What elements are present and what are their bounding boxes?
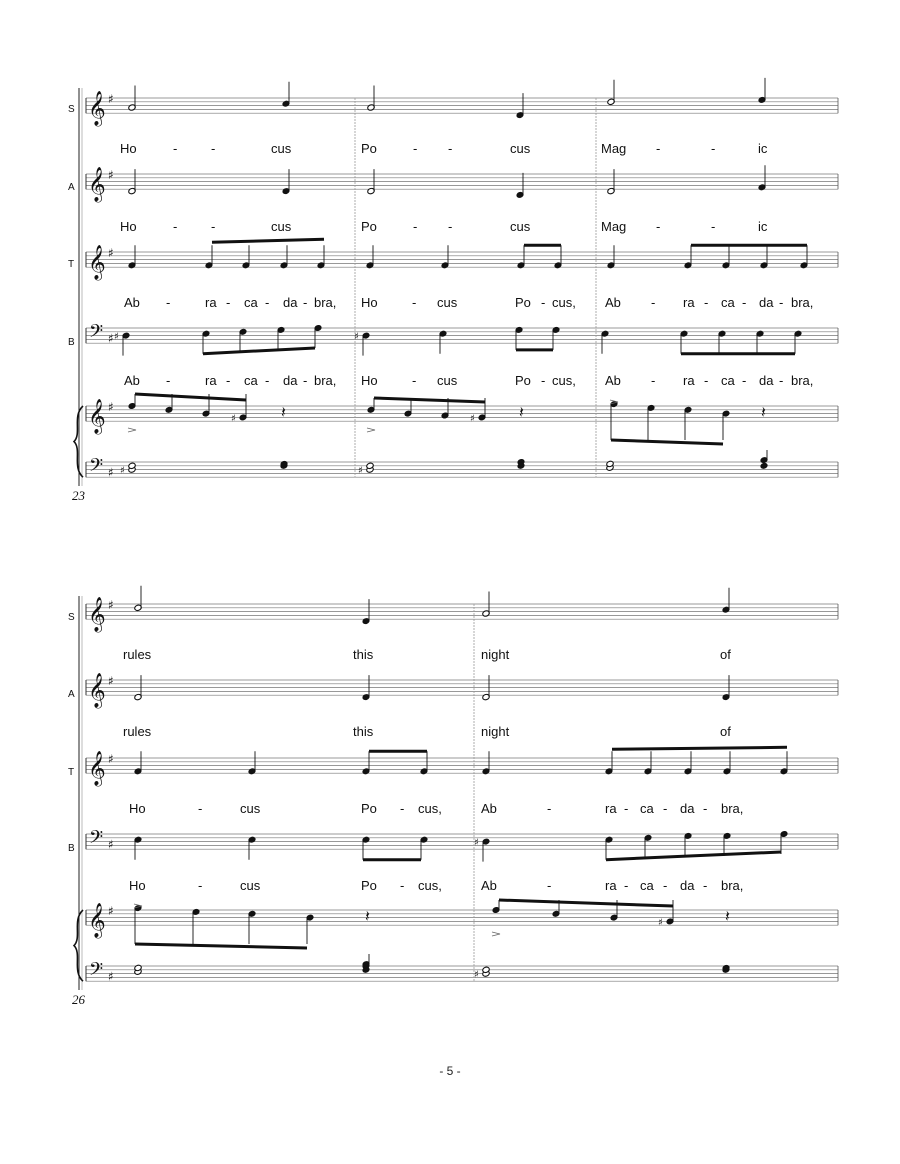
lyric-hyphen: - [303,373,308,388]
lyric-syllable: Ab [605,295,621,310]
staff [86,597,838,633]
lyric-syllable: night [481,647,510,662]
lyric-hyphen: - [166,373,171,388]
system-2 [68,596,86,1007]
lyric-hyphen: - [624,801,629,816]
accent-icon [367,428,375,432]
system-1 [68,88,86,503]
lyric-hyphen: - [173,219,178,234]
key-signature-sharp-icon: ♯ [108,331,114,346]
lyric-syllable: ic [758,141,768,156]
lyric-hyphen: - [448,141,453,156]
treble-clef-icon: 𝄞 [88,673,106,709]
note-beam [606,852,781,860]
accent-icon [128,428,136,432]
lyric-hyphen: - [656,219,661,234]
lyric-syllable: Mag [601,141,627,156]
lyric-syllable: Ho [120,219,137,234]
lyric-syllable: cus, [418,801,442,816]
lyric-hyphen: - [166,295,171,310]
lyric-syllable: Ab [124,373,140,388]
lyric-syllable: cus [510,219,531,234]
lyric-hyphen: - [413,141,418,156]
lyrics-layer [120,141,813,893]
lyric-syllable: cus [240,878,261,893]
lyric-syllable: ca [721,295,735,310]
lyric-syllable: Ho [361,295,378,310]
lyric-syllable: cus [271,141,292,156]
lyric-syllable: da [759,295,774,310]
lyric-hyphen: - [651,295,656,310]
lyric-syllable: cus [240,801,261,816]
lyric-syllable: bra, [314,373,337,388]
lyric-syllable: da [283,295,298,310]
lyric-syllable: Po [515,373,531,388]
lyric-hyphen: - [703,801,708,816]
bass-clef-icon: 𝄢 [89,455,104,481]
lyric-syllable: ra [683,373,695,388]
sharp-icon: ♯ [658,917,663,929]
lyric-syllable: da [759,373,774,388]
part-label-bass: B [68,337,75,348]
key-signature-sharp-icon: ♯ [108,465,114,480]
lyric-hyphen: - [413,219,418,234]
key-signature-sharp-icon: ♯ [108,168,114,182]
lyric-hyphen: - [656,141,661,156]
lyric-syllable: cus, [552,295,576,310]
lyric-syllable: Po [515,295,531,310]
lyric-syllable: Po [361,878,377,893]
quarter-rest-icon: 𝄽 [365,906,370,926]
lyric-syllable: ca [640,801,654,816]
lyric-syllable: of [720,647,731,662]
lyric-syllable: rules [123,724,152,739]
lyric-syllable: Ho [361,373,378,388]
lyric-syllable: ra [205,373,217,388]
lyric-hyphen: - [779,373,784,388]
lyric-hyphen: - [412,373,417,388]
treble-clef-icon: 𝄞 [88,751,106,787]
system-2-brace-lines [79,596,82,990]
key-signature-sharp-icon: ♯ [108,752,114,766]
lyric-syllable: cus [510,141,531,156]
lyric-hyphen: - [547,801,552,816]
bass-clef-icon: 𝄢 [89,959,104,985]
lyric-hyphen: - [704,295,709,310]
lyric-hyphen: - [265,295,270,310]
lyric-hyphen: - [226,373,231,388]
treble-clef-icon: 𝄞 [88,91,106,127]
lyric-syllable: Ab [605,373,621,388]
lyric-hyphen: - [703,878,708,893]
sharp-icon: ♯ [354,331,359,343]
lyric-hyphen: - [400,801,405,816]
sharp-icon: ♯ [474,837,479,849]
lyric-hyphen: - [704,373,709,388]
lyric-hyphen: - [663,878,668,893]
lyric-syllable: Po [361,801,377,816]
lyric-hyphen: - [742,373,747,388]
system-1-brace-lines [79,88,82,486]
key-signature-sharp-icon: ♯ [108,904,114,918]
bass-clef-icon: 𝄢 [89,321,104,347]
treble-clef-icon: 𝄞 [88,245,106,281]
lyric-syllable: bra, [791,373,814,388]
treble-clef-icon: 𝄞 [88,903,106,939]
lyric-hyphen: - [211,219,216,234]
lyric-syllable: Ab [124,295,140,310]
lyric-syllable: Ho [129,878,146,893]
key-signature-sharp-icon: ♯ [108,837,114,852]
lyric-syllable: ra [605,801,617,816]
lyric-syllable: ra [205,295,217,310]
staff [86,167,838,203]
lyric-syllable: cus [437,295,458,310]
key-signature-sharp-icon: ♯ [108,969,114,984]
part-label-tenor: T [68,767,75,778]
lyric-syllable: Ab [481,878,497,893]
note-beam [135,944,307,948]
lyric-syllable: ca [244,295,258,310]
lyric-syllable: ic [758,219,768,234]
sharp-icon: ♯ [120,465,125,477]
quarter-rest-icon: 𝄽 [519,402,524,422]
lyric-syllable: this [353,647,374,662]
part-label-alto: A [68,689,75,700]
key-signature-sharp-icon: ♯ [108,92,114,106]
page-number: - 5 - [439,1064,461,1078]
sharp-icon: ♯ [470,413,475,425]
note-beam [499,900,673,906]
quarter-note [760,462,768,469]
lyric-hyphen: - [198,801,203,816]
lyric-syllable: Ab [481,801,497,816]
lyric-syllable: ca [721,373,735,388]
key-signature-sharp-icon: ♯ [108,400,114,414]
lyric-syllable: bra, [791,295,814,310]
part-label-bass: B [68,843,75,854]
lyric-hyphen: - [742,295,747,310]
treble-clef-icon: 𝄞 [88,597,106,633]
lyric-hyphen: - [779,295,784,310]
lyric-syllable: cus, [552,373,576,388]
lyric-syllable: this [353,724,374,739]
sharp-icon: ♯ [474,969,479,981]
lyric-syllable: Ho [129,801,146,816]
measure-number: 23 [72,488,85,503]
lyric-syllable: cus [437,373,458,388]
lyric-syllable: Po [361,219,377,234]
lyric-hyphen: - [448,219,453,234]
lyric-hyphen: - [265,373,270,388]
quarter-rest-icon: 𝄽 [761,402,766,422]
part-label-soprano: S [68,104,75,115]
lyric-hyphen: - [400,878,405,893]
lyric-syllable: da [680,878,695,893]
staff [86,673,838,709]
lyric-syllable: Ho [120,141,137,156]
lyric-syllable: ca [640,878,654,893]
part-label-tenor: T [68,259,75,270]
key-signature-sharp-icon: ♯ [108,674,114,688]
lyric-hyphen: - [541,295,546,310]
note-beam [374,398,485,402]
measure-number: 26 [72,992,85,1007]
staff [86,827,838,852]
lyric-syllable: ra [605,878,617,893]
part-label-soprano: S [68,612,75,623]
lyric-hyphen: - [541,373,546,388]
staves-layer [74,91,838,984]
lyric-hyphen: - [711,141,716,156]
treble-clef-icon: 𝄞 [88,167,106,203]
lyric-syllable: da [283,373,298,388]
lyric-hyphen: - [226,295,231,310]
lyric-syllable: ra [683,295,695,310]
lyric-syllable: rules [123,647,152,662]
sharp-icon: ♯ [358,465,363,477]
lyric-hyphen: - [303,295,308,310]
key-signature-sharp-icon: ♯ [108,246,114,260]
lyric-hyphen: - [711,219,716,234]
lyric-hyphen: - [211,141,216,156]
lyric-syllable: Po [361,141,377,156]
lyric-syllable: cus, [418,878,442,893]
treble-clef-icon: 𝄞 [88,399,106,435]
key-signature-sharp-icon: ♯ [108,598,114,612]
lyric-syllable: bra, [721,878,744,893]
note-beam [135,394,246,400]
lyric-hyphen: - [651,373,656,388]
staff [86,91,838,127]
note-beam [612,747,787,749]
lyric-syllable: bra, [314,295,337,310]
lyric-syllable: ca [244,373,258,388]
lyric-syllable: Mag [601,219,627,234]
lyric-hyphen: - [412,295,417,310]
part-label-alto: A [68,182,75,193]
note-beam [212,239,324,242]
quarter-rest-icon: 𝄽 [281,402,286,422]
lyric-hyphen: - [663,801,668,816]
lyric-syllable: night [481,724,510,739]
lyric-hyphen: - [547,878,552,893]
lyric-syllable: cus [271,219,292,234]
quarter-rest-icon: 𝄽 [725,906,730,926]
lyric-syllable: of [720,724,731,739]
sharp-icon: ♯ [114,331,119,343]
sharp-icon: ♯ [231,413,236,425]
staff [86,455,838,480]
lyric-hyphen: - [624,878,629,893]
bass-clef-icon: 𝄢 [89,827,104,853]
lyric-hyphen: - [198,878,203,893]
lyric-hyphen: - [173,141,178,156]
lyric-syllable: da [680,801,695,816]
note-beam [611,440,723,444]
note-beam [203,348,315,354]
staff [86,399,838,435]
accent-icon [492,932,500,936]
lyric-syllable: bra, [721,801,744,816]
